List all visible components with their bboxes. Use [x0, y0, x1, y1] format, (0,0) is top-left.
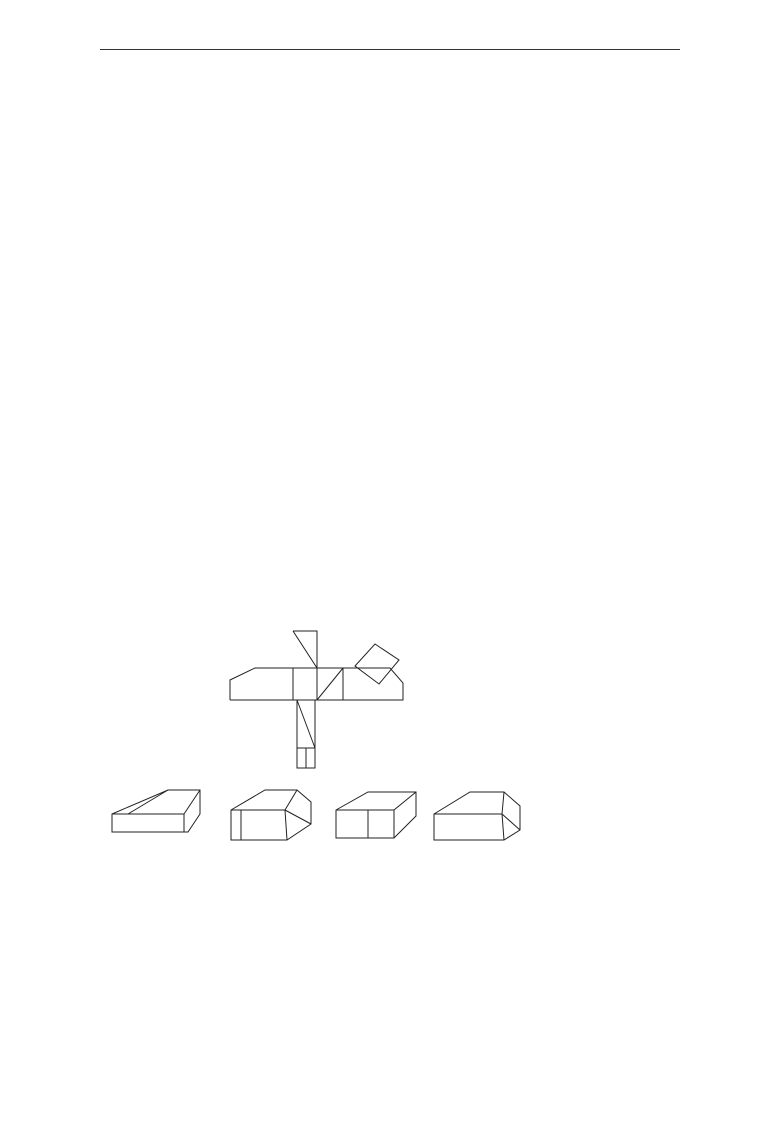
header-rule: [100, 49, 680, 50]
option-figure-c: [332, 784, 430, 844]
option-figure-b: [223, 784, 321, 844]
unfolded-net-figure: [225, 628, 410, 770]
option-figure-a: [108, 784, 206, 844]
option-figure-d: [430, 784, 528, 844]
